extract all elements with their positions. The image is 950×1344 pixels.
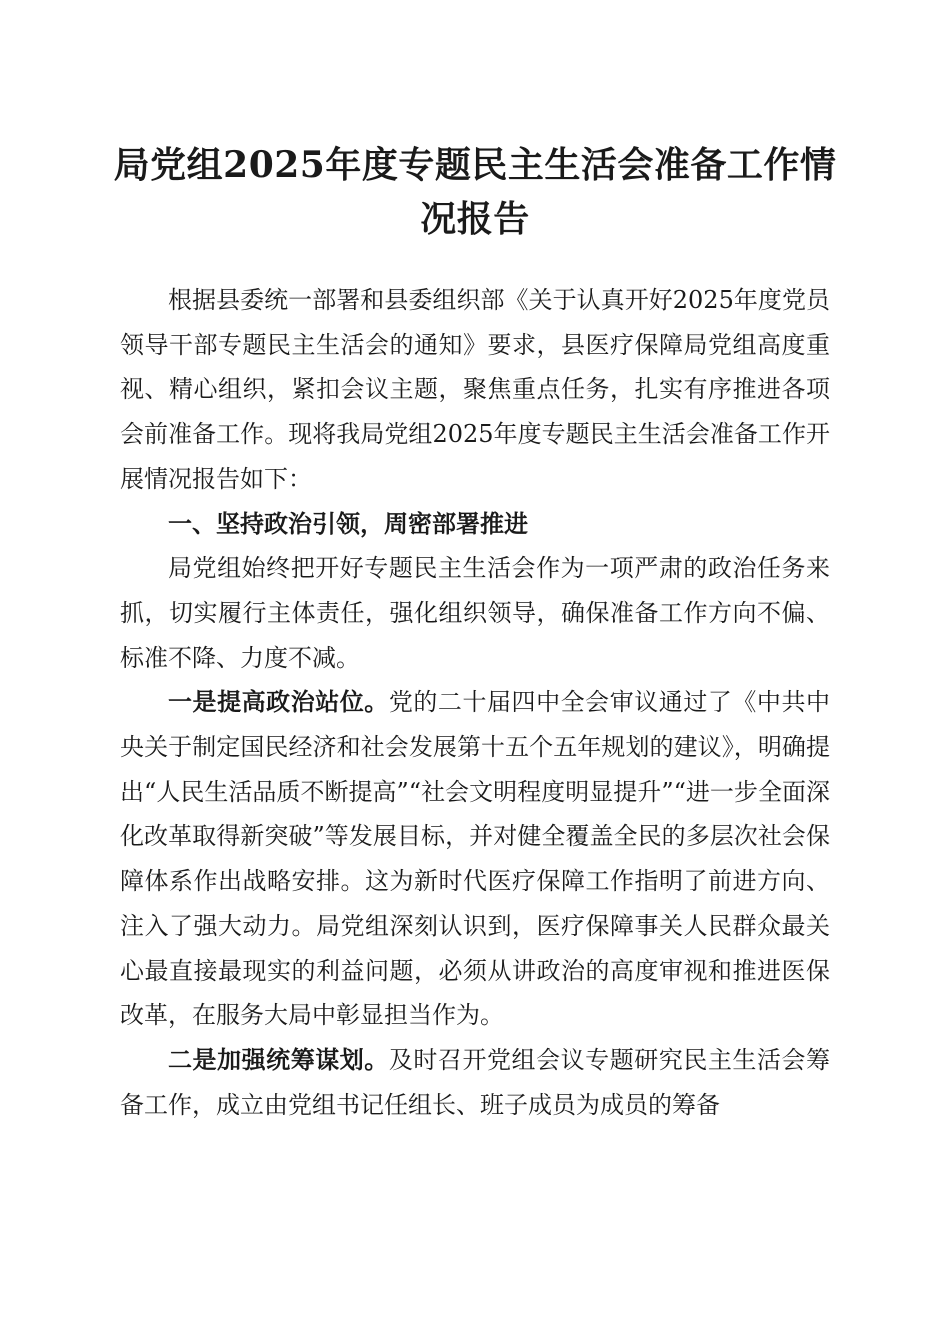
point-2-paragraph bbox=[120, 1038, 830, 1127]
document-title: 局党组2025年度专题民主生活会准备工作情况报告 bbox=[113, 144, 837, 240]
intro-paragraph: 根据县委统一部署和县委组织部《关于认真开好2025年度党员领导干部专题民主生活会的通知》要求，县医疗保障局党组高度重视、精心组织，紧扣会议主题，聚焦重点任务，扎实有序推进各项会前准备工作。现将我局党组2025年度专题民主生活会准备工作开展情况报告如下： bbox=[120, 286, 830, 493]
point-2-lead: 二是加强统筹谋划。 bbox=[168, 1044, 389, 1074]
point-1-text: 党的二十届四中全会审议通过了《中共中央关于制定国民经济和社会发展第十五个五年规划的建议》，明确提出“人民生活品质不断提高”“社会文明程度明显提升”“进一步全面深化改革取得新突破”等发展目标，并对健全覆盖全民的多层次社会保障体系作出战略安排。这为新时代医疗保障工作指明了前进方向、注入了强大动力。局党组深刻认识到，医疗保障事关人民群众最关心最直接最现实的利益问题，必须从讲政治的高度审视和推进医保改革，在服务大局中彰显担当作为。 bbox=[120, 688, 831, 1030]
point-2-text: 及时召开党组会议专题研究民主生活会筹备工作，成立由党组书记任组长、班子成员为成员的筹备 bbox=[120, 1045, 831, 1119]
section-heading-1: 一、坚持政治引领，周密部署推进 bbox=[168, 509, 528, 538]
document-body bbox=[120, 278, 830, 1127]
point-1-paragraph bbox=[120, 680, 830, 1038]
point-1-lead: 一是提高政治站位。 bbox=[168, 687, 389, 717]
section-1-paragraph: 局党组始终把开好专题民主生活会作为一项严肃的政治任务来抓，切实履行主体责任，强化组织领导，确保准备工作方向不偏、标准不降、力度不减。 bbox=[120, 554, 830, 672]
